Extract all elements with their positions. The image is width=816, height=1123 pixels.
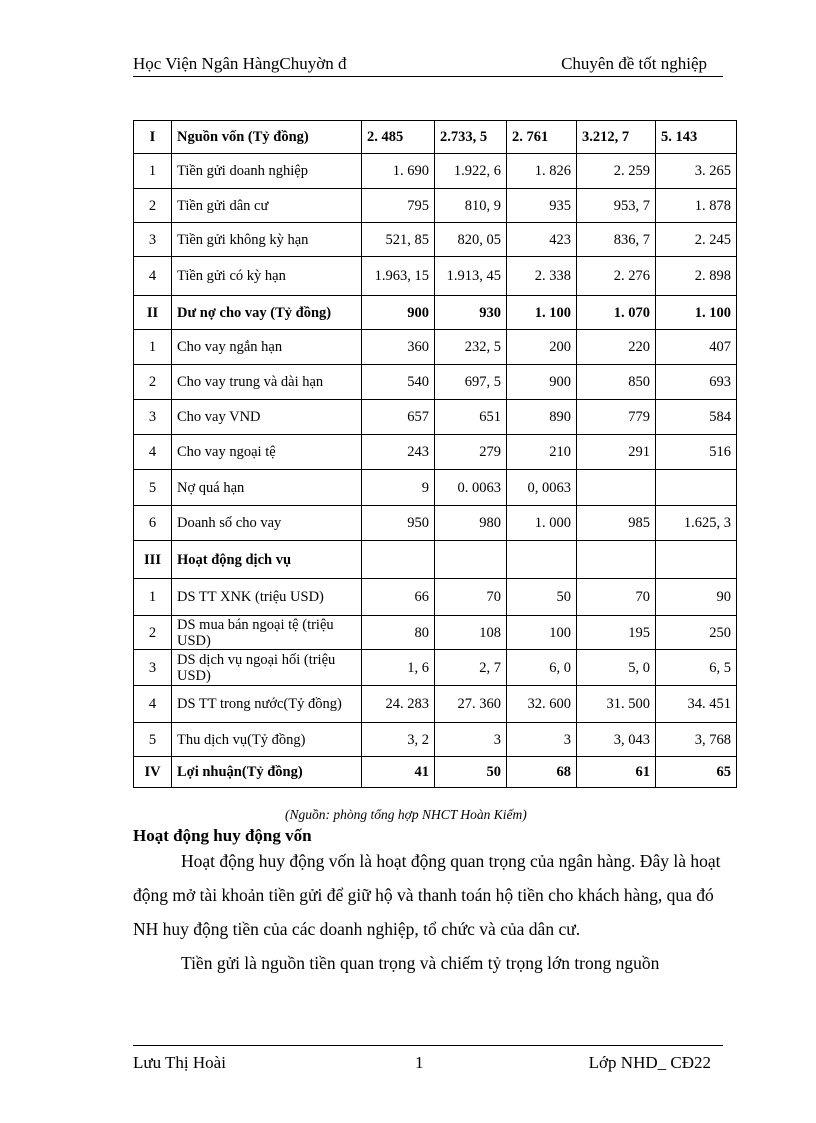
header-doc-type: Chuyên đề tốt nghiệp bbox=[561, 54, 707, 73]
value-cell: 31. 500 bbox=[577, 686, 656, 723]
value-cell: 2, 7 bbox=[435, 650, 507, 686]
page-header bbox=[133, 52, 723, 77]
value-cell: 61 bbox=[577, 757, 656, 788]
value-cell: 90 bbox=[656, 579, 737, 616]
value-cell: 521, 85 bbox=[362, 223, 435, 257]
value-cell: 1, 6 bbox=[362, 650, 435, 686]
value-cell: 6, 0 bbox=[507, 650, 577, 686]
value-cell: 210 bbox=[507, 435, 577, 470]
row-number: 5 bbox=[134, 470, 172, 506]
table-row bbox=[134, 541, 737, 579]
value-cell: 1. 070 bbox=[577, 296, 656, 330]
row-label: Thu dịch vụ(Tỷ đồng) bbox=[172, 723, 362, 757]
value-cell: 935 bbox=[507, 189, 577, 223]
value-cell: 950 bbox=[362, 506, 435, 541]
table-row bbox=[134, 121, 737, 154]
value-cell: 100 bbox=[507, 616, 577, 650]
value-cell: 1. 000 bbox=[507, 506, 577, 541]
table-row bbox=[134, 650, 737, 686]
value-cell: 516 bbox=[656, 435, 737, 470]
value-cell: 232, 5 bbox=[435, 330, 507, 365]
row-label: Tiền gửi doanh nghiệp bbox=[172, 154, 362, 189]
value-cell: 66 bbox=[362, 579, 435, 616]
row-label: Lợi nhuận(Tỷ đồng) bbox=[172, 757, 362, 788]
value-cell: 195 bbox=[577, 616, 656, 650]
table-row bbox=[134, 223, 737, 257]
value-cell: 24. 283 bbox=[362, 686, 435, 723]
value-cell: 693 bbox=[656, 365, 737, 400]
value-cell bbox=[656, 470, 737, 506]
value-cell: 407 bbox=[656, 330, 737, 365]
row-number: 5 bbox=[134, 723, 172, 757]
value-cell: 2. 898 bbox=[656, 257, 737, 296]
data-table bbox=[133, 120, 737, 788]
value-cell: 1. 100 bbox=[656, 296, 737, 330]
value-cell: 820, 05 bbox=[435, 223, 507, 257]
value-cell: 423 bbox=[507, 223, 577, 257]
value-cell: 2. 761 bbox=[507, 121, 577, 154]
row-label: Cho vay VND bbox=[172, 400, 362, 435]
page-footer bbox=[133, 1045, 723, 1076]
value-cell: 5, 0 bbox=[577, 650, 656, 686]
body-text bbox=[133, 844, 723, 980]
value-cell: 3. 265 bbox=[656, 154, 737, 189]
value-cell bbox=[435, 541, 507, 579]
value-cell bbox=[577, 470, 656, 506]
value-cell: 850 bbox=[577, 365, 656, 400]
value-cell: 3 bbox=[435, 723, 507, 757]
value-cell: 2. 259 bbox=[577, 154, 656, 189]
row-label: Tiền gửi dân cư bbox=[172, 189, 362, 223]
row-number: 3 bbox=[134, 223, 172, 257]
row-label: Hoạt động dịch vụ bbox=[172, 541, 362, 579]
row-label: Doanh số cho vay bbox=[172, 506, 362, 541]
value-cell: 27. 360 bbox=[435, 686, 507, 723]
value-cell: 250 bbox=[656, 616, 737, 650]
table-row bbox=[134, 579, 737, 616]
table-row bbox=[134, 616, 737, 650]
value-cell: 980 bbox=[435, 506, 507, 541]
row-label: DS mua bán ngoại tệ (triệu USD) bbox=[172, 616, 362, 650]
row-label: DS TT trong nước(Tỷ đồng) bbox=[172, 686, 362, 723]
value-cell: 2. 245 bbox=[656, 223, 737, 257]
table-row bbox=[134, 686, 737, 723]
table-row bbox=[134, 296, 737, 330]
header-institution: Học Viện Ngân HàngChuyờn đ bbox=[133, 54, 347, 73]
table-row bbox=[134, 257, 737, 296]
value-cell bbox=[507, 541, 577, 579]
row-label: Dư nợ cho vay (Tỷ đồng) bbox=[172, 296, 362, 330]
row-number: 1 bbox=[134, 330, 172, 365]
value-cell: 360 bbox=[362, 330, 435, 365]
footer-author: Lưu Thị Hoài bbox=[133, 1053, 226, 1072]
row-label: Cho vay ngắn hạn bbox=[172, 330, 362, 365]
table-row bbox=[134, 400, 737, 435]
row-label: DS TT XNK (triệu USD) bbox=[172, 579, 362, 616]
section-heading: Hoạt động huy động vốn bbox=[133, 826, 312, 845]
value-cell: 279 bbox=[435, 435, 507, 470]
value-cell: 6, 5 bbox=[656, 650, 737, 686]
row-number: II bbox=[134, 296, 172, 330]
value-cell: 3, 2 bbox=[362, 723, 435, 757]
row-number: III bbox=[134, 541, 172, 579]
value-cell bbox=[577, 541, 656, 579]
value-cell: 34. 451 bbox=[656, 686, 737, 723]
table-row bbox=[134, 723, 737, 757]
value-cell: 3 bbox=[507, 723, 577, 757]
table-source-note: (Nguồn: phòng tổng hợp NHCT Hoàn Kiếm) bbox=[285, 807, 527, 822]
row-number: 1 bbox=[134, 154, 172, 189]
row-label: Nguồn vốn (Tỷ đồng) bbox=[172, 121, 362, 154]
value-cell: 65 bbox=[656, 757, 737, 788]
row-number: 2 bbox=[134, 365, 172, 400]
value-cell: 70 bbox=[577, 579, 656, 616]
value-cell: 779 bbox=[577, 400, 656, 435]
value-cell: 2.733, 5 bbox=[435, 121, 507, 154]
value-cell: 1.963, 15 bbox=[362, 257, 435, 296]
value-cell: 1. 100 bbox=[507, 296, 577, 330]
paragraph: Hoạt động huy động vốn là hoạt động quan trọng của ngân hàng. Đây là hoạt động mở tài khoản tiền gửi để giữ hộ và thanh toán hộ tiền cho khách hàng, qua đó NH huy động tiền của các doanh nghiệp, tổ chức và của dân cư. bbox=[133, 851, 721, 939]
value-cell: 0. 0063 bbox=[435, 470, 507, 506]
row-label: Tiền gửi không kỳ hạn bbox=[172, 223, 362, 257]
table-row bbox=[134, 435, 737, 470]
value-cell: 657 bbox=[362, 400, 435, 435]
value-cell: 41 bbox=[362, 757, 435, 788]
value-cell: 3, 768 bbox=[656, 723, 737, 757]
row-label: Tiền gửi có kỳ hạn bbox=[172, 257, 362, 296]
value-cell: 1.913, 45 bbox=[435, 257, 507, 296]
value-cell: 540 bbox=[362, 365, 435, 400]
table-row bbox=[134, 470, 737, 506]
table-row bbox=[134, 154, 737, 189]
row-label: Cho vay trung và dài hạn bbox=[172, 365, 362, 400]
value-cell: 1.922, 6 bbox=[435, 154, 507, 189]
row-number: 1 bbox=[134, 579, 172, 616]
row-label: Nợ quá hạn bbox=[172, 470, 362, 506]
row-number: 3 bbox=[134, 650, 172, 686]
value-cell: 900 bbox=[362, 296, 435, 330]
value-cell: 0, 0063 bbox=[507, 470, 577, 506]
value-cell: 1. 690 bbox=[362, 154, 435, 189]
value-cell: 836, 7 bbox=[577, 223, 656, 257]
value-cell: 2. 338 bbox=[507, 257, 577, 296]
value-cell: 810, 9 bbox=[435, 189, 507, 223]
footer-class: Lớp NHD_ CĐ22 bbox=[588, 1053, 711, 1072]
value-cell: 1. 826 bbox=[507, 154, 577, 189]
value-cell bbox=[656, 541, 737, 579]
paragraph: Tiền gửi là nguồn tiền quan trọng và chiếm tỷ trọng lớn trong nguồn bbox=[181, 953, 660, 973]
row-number: 3 bbox=[134, 400, 172, 435]
page-number: 1 bbox=[415, 1053, 424, 1072]
row-number: 2 bbox=[134, 189, 172, 223]
value-cell: 2. 485 bbox=[362, 121, 435, 154]
value-cell: 900 bbox=[507, 365, 577, 400]
value-cell: 220 bbox=[577, 330, 656, 365]
value-cell: 930 bbox=[435, 296, 507, 330]
value-cell: 697, 5 bbox=[435, 365, 507, 400]
row-number: IV bbox=[134, 757, 172, 788]
table-row bbox=[134, 189, 737, 223]
value-cell: 200 bbox=[507, 330, 577, 365]
value-cell: 50 bbox=[435, 757, 507, 788]
row-number: I bbox=[134, 121, 172, 154]
value-cell: 243 bbox=[362, 435, 435, 470]
value-cell: 32. 600 bbox=[507, 686, 577, 723]
table-row bbox=[134, 506, 737, 541]
row-number: 4 bbox=[134, 257, 172, 296]
value-cell: 795 bbox=[362, 189, 435, 223]
value-cell: 291 bbox=[577, 435, 656, 470]
row-label: Cho vay ngoại tệ bbox=[172, 435, 362, 470]
value-cell bbox=[362, 541, 435, 579]
value-cell: 985 bbox=[577, 506, 656, 541]
table-row bbox=[134, 757, 737, 788]
value-cell: 584 bbox=[656, 400, 737, 435]
row-number: 6 bbox=[134, 506, 172, 541]
value-cell: 2. 276 bbox=[577, 257, 656, 296]
value-cell: 953, 7 bbox=[577, 189, 656, 223]
row-number: 2 bbox=[134, 616, 172, 650]
value-cell: 70 bbox=[435, 579, 507, 616]
row-number: 4 bbox=[134, 435, 172, 470]
value-cell: 9 bbox=[362, 470, 435, 506]
table-row bbox=[134, 365, 737, 400]
value-cell: 890 bbox=[507, 400, 577, 435]
value-cell: 108 bbox=[435, 616, 507, 650]
value-cell: 3.212, 7 bbox=[577, 121, 656, 154]
value-cell: 1.625, 3 bbox=[656, 506, 737, 541]
row-number: 4 bbox=[134, 686, 172, 723]
row-label: DS dịch vụ ngoại hối (triệu USD) bbox=[172, 650, 362, 686]
value-cell: 5. 143 bbox=[656, 121, 737, 154]
value-cell: 1. 878 bbox=[656, 189, 737, 223]
value-cell: 50 bbox=[507, 579, 577, 616]
value-cell: 80 bbox=[362, 616, 435, 650]
value-cell: 651 bbox=[435, 400, 507, 435]
table-row bbox=[134, 330, 737, 365]
value-cell: 68 bbox=[507, 757, 577, 788]
value-cell: 3, 043 bbox=[577, 723, 656, 757]
